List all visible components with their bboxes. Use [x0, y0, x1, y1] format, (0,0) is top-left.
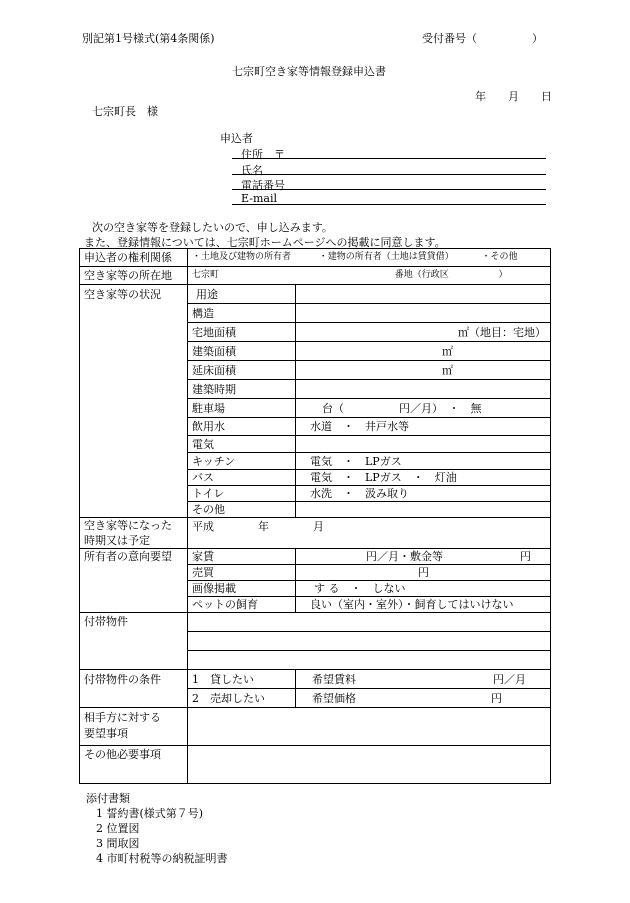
status-unit-2: ㎡（地目：宅地）	[458, 325, 547, 339]
attachment-item: 4 市町村税等の納税証明書	[96, 852, 228, 865]
status-unit-4: ㎡	[442, 363, 453, 377]
wish-row	[80, 549, 551, 565]
wish-value[interactable]	[296, 549, 551, 565]
intro-line-2: また、登録情報については、七宗町ホームページへの掲載に同意します。	[84, 236, 446, 249]
location-banchi: 番地（行政区	[394, 270, 449, 280]
status-item-label	[188, 304, 296, 323]
row-rights	[80, 249, 551, 267]
applicant-name-label: 氏名	[241, 164, 263, 177]
status-item-label	[188, 486, 296, 502]
status-label: 空き家等の状況	[80, 285, 188, 518]
partner-label-2: 要望事項	[84, 727, 128, 740]
attachments-heading: 添付書類	[86, 792, 130, 805]
cond-rent-field: 希望賃料	[312, 672, 356, 686]
date-day: 日	[541, 90, 552, 103]
status-item-label	[188, 380, 296, 399]
cond-rent-text: 1 貸したい	[192, 672, 254, 686]
status-item-8: 電気	[192, 437, 214, 451]
wish-label	[188, 581, 296, 597]
attachment-item: 3 間取図	[96, 837, 140, 850]
wish-label	[188, 549, 296, 565]
status-row	[80, 285, 551, 304]
form-title: 七宗町空き家等情報登録申込書	[232, 65, 386, 78]
status-item-7: 飲用水	[192, 420, 225, 433]
status-item-9: キッチン	[192, 454, 236, 468]
status-item-label	[188, 436, 296, 453]
cond-rent-label[interactable]	[188, 670, 296, 689]
status-item-label	[188, 470, 296, 486]
rights-option-2[interactable]: ・建物の所有者（土地は賃貸借）	[318, 252, 454, 262]
status-item-label	[188, 342, 296, 361]
wish-value-1: 円	[418, 566, 429, 579]
fixtures-line-1[interactable]	[188, 613, 551, 632]
wish-label-2: 画像掲載	[192, 582, 236, 595]
status-item-value[interactable]	[296, 285, 551, 304]
cond-sell-label[interactable]	[188, 689, 296, 708]
location-town: 七宗町	[192, 270, 220, 280]
status-value-9: 電気 ・ LPガス	[310, 454, 402, 468]
applicant-address-line	[232, 158, 546, 159]
cond-sell-text: 2 売却したい	[192, 691, 265, 705]
status-item-value[interactable]	[296, 486, 551, 502]
receipt-number-label: 受付番号（ ）	[422, 32, 543, 45]
location-label: 空き家等の所在地	[80, 267, 188, 285]
status-item-11: トイレ	[192, 487, 225, 500]
status-value-7: 水道 ・ 井戸水等	[310, 420, 409, 433]
applicant-email-line	[232, 204, 546, 205]
attachment-item: 1 誓約書(様式第７号)	[96, 807, 204, 820]
status-item-label	[188, 399, 296, 418]
applicant-phone-line	[232, 189, 546, 190]
other-field[interactable]	[188, 746, 551, 784]
status-item-1: 構造	[192, 306, 214, 320]
fixture-cond-label: 付帯物件の条件	[80, 670, 188, 708]
status-item-value[interactable]	[296, 453, 551, 470]
status-item-label	[188, 418, 296, 436]
fixtures-line-2[interactable]	[188, 632, 551, 651]
cond-rent-value[interactable]	[296, 670, 551, 689]
fixtures-line-3[interactable]	[188, 651, 551, 670]
date-month: 月	[508, 90, 519, 103]
partner-label-1: 相手方に対する	[84, 711, 161, 724]
applicant-name-line	[232, 174, 546, 175]
attachment-item: 2 位置図	[96, 822, 140, 835]
fixtures-label: 付帯物件	[80, 613, 188, 670]
form-reference: 別記第1号様式(第4条関係)	[82, 32, 215, 45]
status-item-value[interactable]	[296, 380, 551, 399]
applicant-email-label: E-mail	[241, 192, 277, 205]
cond-sell-unit: 円	[491, 691, 503, 705]
vacant-since-label	[80, 518, 188, 549]
status-item-value[interactable]	[296, 399, 551, 418]
status-value-11: 水洗 ・ 汲み取り	[310, 487, 409, 500]
status-item-value[interactable]	[296, 436, 551, 453]
wish-label-0: 家賃	[192, 550, 214, 563]
wish-value-3: 良い（室内・室外）・飼育してはいけない	[310, 598, 514, 611]
intro-line-1: 次の空き家等を登録したいので、申し込みます。	[92, 221, 333, 234]
status-item-3: 建築面積	[192, 344, 236, 358]
rights-option-1[interactable]: ・土地及び建物の所有者	[192, 252, 292, 262]
applicant-address-label: 住所 〒	[241, 148, 285, 161]
status-item-label	[188, 323, 296, 342]
status-value-10: 電気 ・ LPガス ・ 灯油	[310, 471, 457, 484]
wish-value[interactable]	[296, 581, 551, 597]
date-year: 年	[475, 90, 486, 103]
addressee: 七宗町長 様	[92, 105, 158, 118]
status-item-2: 宅地面積	[192, 325, 236, 339]
wish-value[interactable]	[296, 597, 551, 613]
vacant-since-label-1: 空き家等になった	[84, 519, 172, 532]
status-value-6: 台（ 円／月） ・ 無	[322, 401, 482, 415]
other-label: その他必要事項	[80, 746, 188, 784]
wish-label	[188, 565, 296, 581]
applicant-heading: 申込者	[220, 132, 253, 145]
status-item-label	[188, 361, 296, 380]
row-other	[80, 746, 551, 784]
owner-wishes-label: 所有者の意向要望	[80, 549, 188, 613]
status-item-0: 用途	[196, 287, 218, 301]
location-close: ）	[498, 270, 508, 280]
status-item-4: 延床面積	[192, 363, 236, 377]
row-location	[80, 267, 551, 285]
status-item-value[interactable]	[296, 304, 551, 323]
wish-value[interactable]	[296, 565, 551, 581]
vacant-since-text: 平成 年 月	[192, 520, 324, 533]
status-unit-3: ㎡	[442, 344, 453, 358]
registration-table	[79, 248, 551, 784]
rights-label: 申込者の権利関係	[80, 249, 188, 267]
status-item-label	[188, 285, 296, 304]
vacant-since-value[interactable]	[188, 518, 551, 549]
wish-value-0: 円／月・敷金等 円	[366, 550, 531, 563]
wish-label-1: 売買	[192, 566, 214, 579]
status-item-value[interactable]	[296, 470, 551, 486]
status-item-value[interactable]	[296, 323, 551, 342]
wish-label	[188, 597, 296, 613]
row-vacant-since	[80, 518, 551, 549]
cond-sell-field: 希望価格	[312, 691, 356, 705]
status-item-value[interactable]	[296, 342, 551, 361]
status-item-label	[188, 453, 296, 470]
row-partner-requests	[80, 708, 551, 746]
location-field[interactable]	[188, 267, 551, 285]
vacant-since-label-2: 時期又は予定	[84, 534, 150, 547]
status-item-12: その他	[192, 503, 225, 516]
status-item-value[interactable]	[296, 418, 551, 436]
status-item-6: 駐車場	[192, 401, 225, 415]
cond-row-rent	[80, 670, 551, 689]
rights-options[interactable]	[188, 249, 551, 267]
rights-option-3[interactable]: ・その他	[481, 252, 518, 262]
applicant-phone-label: 電話番号	[241, 179, 285, 192]
partner-label	[80, 708, 188, 746]
partner-requests-field[interactable]	[188, 708, 551, 746]
status-item-value[interactable]	[296, 361, 551, 380]
status-item-10: バス	[192, 471, 214, 484]
status-item-5: 建築時期	[192, 382, 236, 396]
wish-value-2: す る ・ しない	[314, 582, 406, 595]
fixtures-row	[80, 613, 551, 632]
wish-label-3: ペットの飼育	[192, 598, 258, 611]
cond-rent-unit: 円／月	[493, 672, 527, 686]
status-item-label	[188, 502, 296, 518]
status-item-value[interactable]	[296, 502, 551, 518]
cond-sell-value[interactable]	[296, 689, 551, 708]
